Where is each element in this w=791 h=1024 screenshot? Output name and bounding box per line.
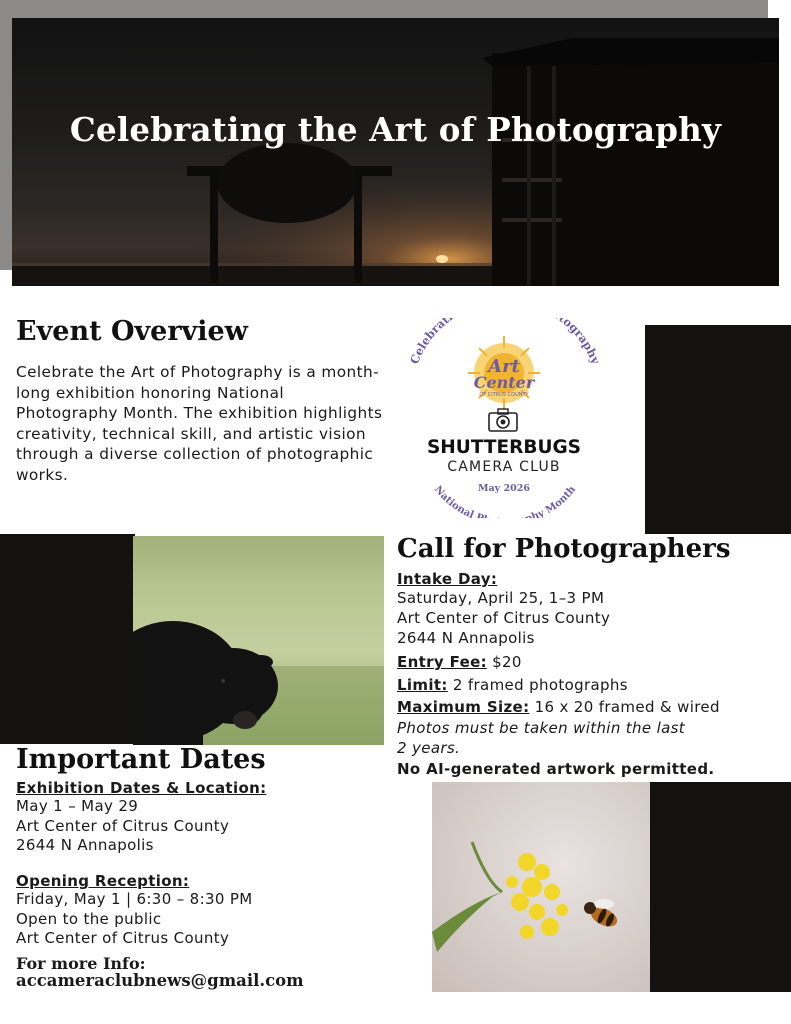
logo-month: May 2026 (478, 483, 530, 494)
decorative-block (645, 325, 791, 534)
limit-label: Limit: (397, 676, 448, 694)
note-line2: 2 years. (397, 739, 461, 757)
event-logo (400, 318, 610, 518)
reception-place: Art Center of Citrus County (16, 929, 230, 947)
logo-club-name: SHUTTERBUGS (426, 437, 582, 458)
intake-label: Intake Day: (397, 570, 498, 588)
intake-place: Art Center of Citrus County (397, 609, 611, 627)
reception-public: Open to the public (16, 910, 162, 928)
intake-address: 2644 N Annapolis (397, 629, 535, 647)
decorative-block (650, 782, 791, 992)
exhibition-label: Exhibition Dates & Location: (16, 779, 267, 797)
cow-photo (133, 536, 384, 745)
exhibition-place: Art Center of Citrus County (16, 817, 230, 835)
limit-value: 2 framed photographs (452, 676, 628, 694)
reception-label: Opening Reception: (16, 872, 190, 890)
info-label: For more Info: (16, 954, 146, 973)
contact-email[interactable]: accameraclubnews@gmail.com (16, 971, 304, 990)
call-heading: Call for Photographers (397, 534, 731, 564)
sunset-pier-photo (12, 18, 779, 286)
fee-value: $20 (492, 653, 522, 671)
dates-heading: Important Dates (16, 744, 266, 775)
overview-heading: Event Overview (16, 316, 248, 347)
bee-icon (584, 899, 620, 930)
logo-club-sub: CAMERA CLUB (447, 459, 561, 475)
page-title: Celebrating the Art of Photography (69, 110, 722, 149)
exhibition-dates: May 1 – May 29 (16, 797, 139, 815)
logo-art-sub: OF CITRUS COUNTY (479, 392, 529, 398)
size-label: Maximum Size: (397, 698, 530, 716)
bee-flower-photo (432, 782, 650, 992)
reception-time: Friday, May 1 | 6:30 – 8:30 PM (16, 890, 253, 908)
decorative-block (0, 534, 135, 744)
ai-note: No AI-generated artwork permitted. (397, 760, 715, 778)
intake-date: Saturday, April 25, 1–3 PM (397, 589, 605, 607)
header-banner (12, 18, 779, 286)
overview-text: Celebrate the Art of Photography is a month-long exhibition honoring National Photography Month. The exhibition highlights creativity, technical skill, and artistic vision through a diverse collection of photographic works. (16, 363, 383, 484)
note-line1: Photos must be taken within the last (397, 719, 686, 737)
logo-arc-top: Celebrat ography (407, 318, 603, 366)
logo-arc-bottom: National hy Month (431, 484, 579, 518)
logo-art-line2: Center (473, 373, 535, 392)
exhibition-address: 2644 N Annapolis (16, 836, 154, 854)
fee-label: Entry Fee: (397, 653, 487, 671)
size-value: 16 x 20 framed & wired (534, 698, 720, 716)
logo-art-line1: Art (488, 356, 520, 377)
camera-icon (489, 409, 517, 431)
